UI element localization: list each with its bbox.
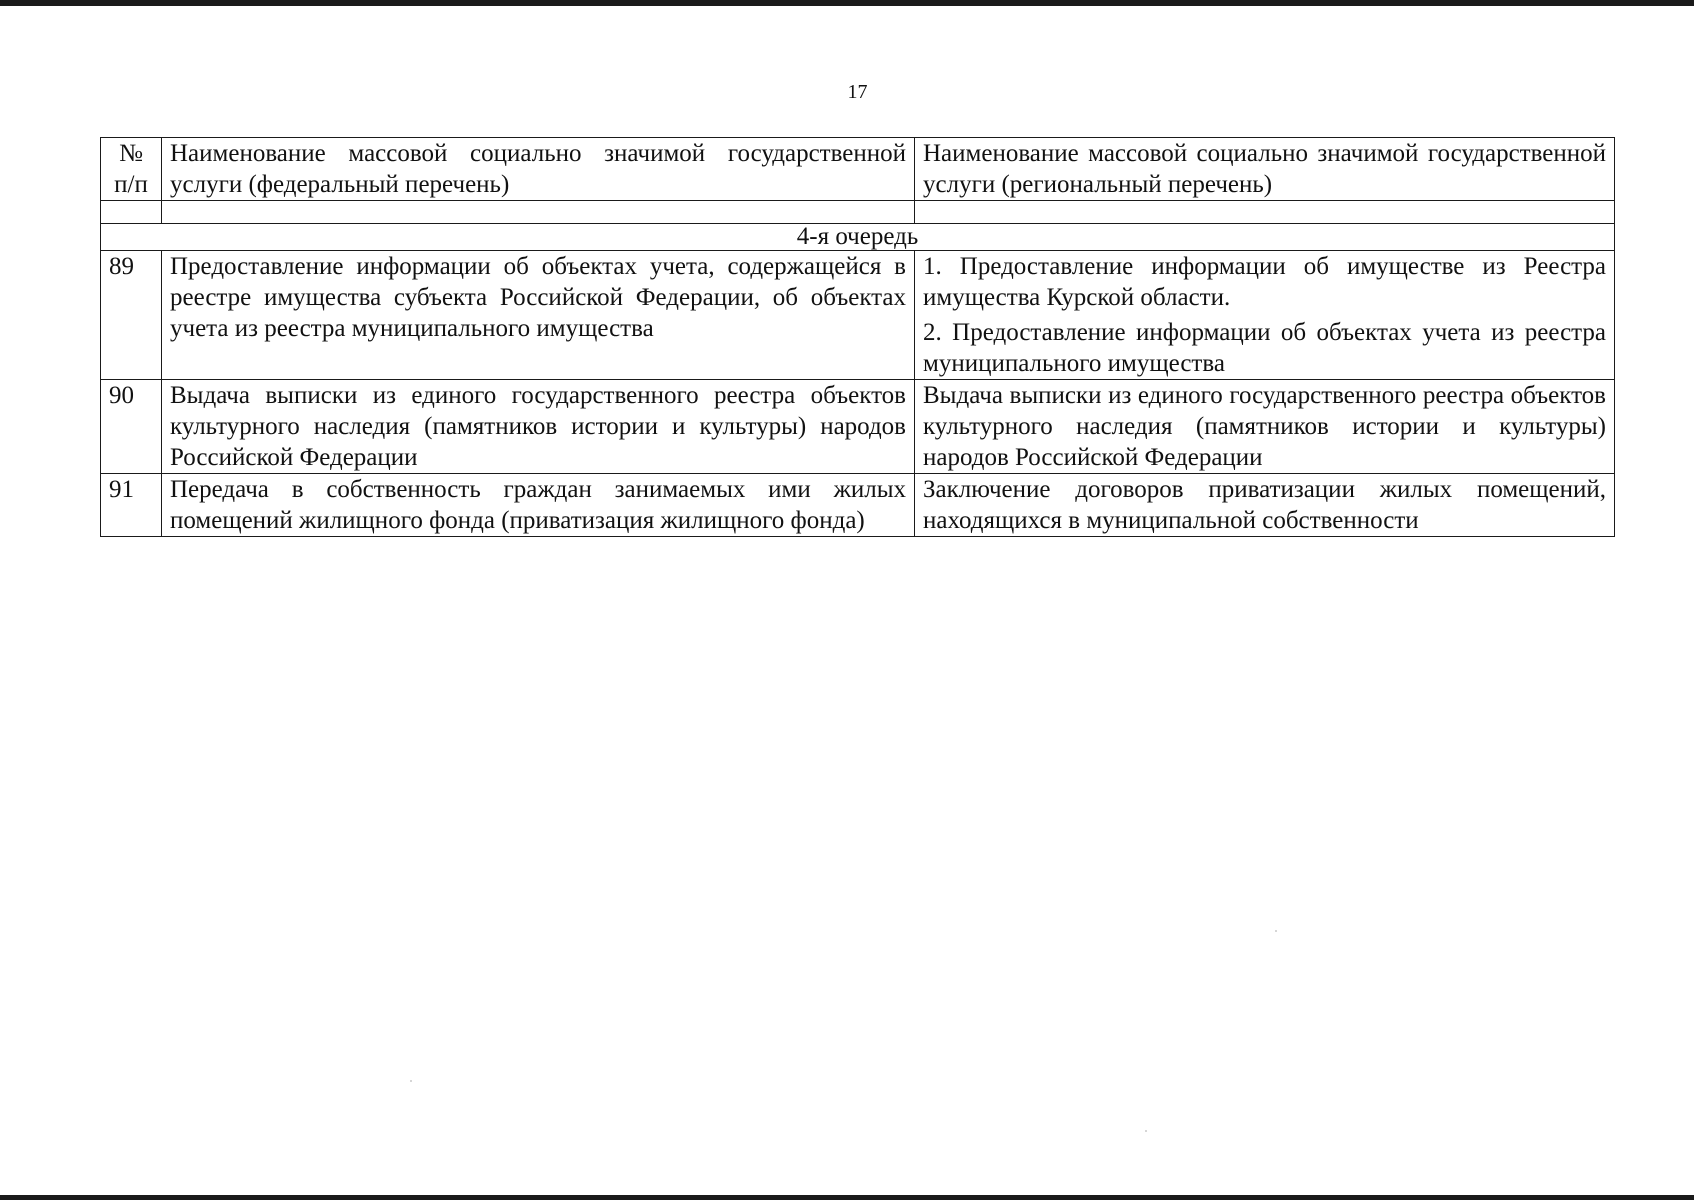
table-spacer-row	[101, 201, 1615, 224]
header-regional: Наименование массовой социально значимой государственной услуги (региональный перечень)	[915, 138, 1615, 201]
header-number: № п/п	[101, 138, 162, 201]
row-regional-service: Заключение договоров приватизации жилых помещений, находящихся в муниципальной собственности	[915, 474, 1615, 537]
row-number: 91	[101, 474, 162, 537]
services-table	[100, 137, 1615, 537]
spacer-cell	[101, 201, 162, 224]
scan-edge-bottom	[0, 1195, 1694, 1200]
scan-speck	[1275, 930, 1277, 932]
section-title: 4-я очередь	[101, 224, 1615, 251]
scan-speck	[1145, 1130, 1147, 1132]
table-row	[101, 474, 1615, 537]
scan-speck	[410, 1080, 412, 1082]
header-federal: Наименование массовой социально значимой государственной услуги (федеральный перечень)	[162, 138, 915, 201]
row-number: 89	[101, 251, 162, 380]
row-regional-service	[915, 251, 1615, 380]
scan-edge-top	[0, 0, 1694, 6]
section-row	[101, 224, 1615, 251]
table-row	[101, 251, 1615, 380]
row-number: 90	[101, 380, 162, 474]
table-row	[101, 380, 1615, 474]
row-regional-service: Выдача выписки из единого государственного реестра объектов культурного наследия (памятников истории и культуры) народов Российской Федерации	[915, 380, 1615, 474]
page-number: 17	[847, 81, 868, 103]
row-federal-service: Передача в собственность граждан занимаемых ими жилых помещений жилищного фонда (приватизация жилищного фонда)	[162, 474, 915, 537]
regional-item: 1. Предоставление информации об имуществе из Реестра имущества Курской области.	[923, 253, 1606, 311]
regional-item: 2. Предоставление информации об объектах учета из реестра муниципального имущества	[923, 319, 1606, 377]
table-header-row	[101, 138, 1615, 201]
row-federal-service: Выдача выписки из единого государственного реестра объектов культурного наследия (памятников истории и культуры) народов Российской Федерации	[162, 380, 915, 474]
row-federal-service: Предоставление информации об объектах учета, содержащейся в реестре имущества субъекта Российской Федерации, об объектах учета из реестра муниципального имущества	[162, 251, 915, 380]
spacer-cell	[915, 201, 1615, 224]
spacer-cell	[162, 201, 915, 224]
